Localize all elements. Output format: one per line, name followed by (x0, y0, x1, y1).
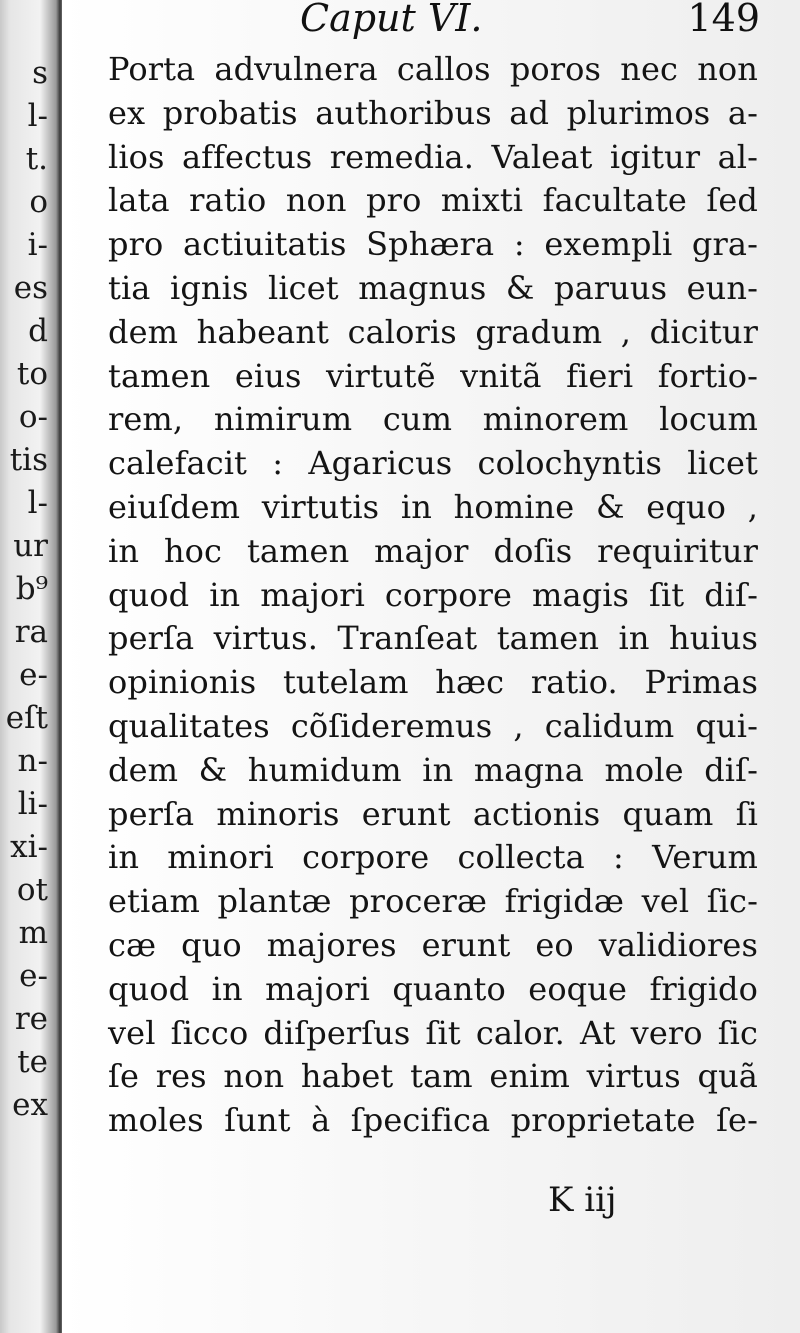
fragment-line: ra (14, 614, 48, 650)
fragment-line: l- (27, 98, 48, 134)
fragment-line: o (29, 184, 48, 220)
fragment-line: ex (12, 1087, 48, 1123)
text-line: opinionis tutelam hæc ratio. Primas (108, 663, 758, 702)
text-line: etiam plantæ proceræ frigidæ vel ſic- (108, 882, 758, 921)
text-line: ex probatis authoribus ad plurimos a- (108, 93, 758, 132)
fragment-line: ot (16, 872, 48, 908)
text-line: pro actiuitatis Sphæra : exempli gra- (108, 225, 758, 264)
fragment-line: i- (27, 227, 48, 263)
text-line: lata ratio non pro mixti facultate ſed (108, 181, 758, 220)
fragment-line: t. (25, 141, 48, 177)
fragment-line: e- (19, 958, 48, 994)
text-line: Porta advulnera callos poros nec non (108, 50, 758, 88)
text-line: dem & humidum in magna mole diſ- (108, 750, 758, 789)
fragment-line: e- (19, 657, 48, 693)
text-line: quod in majori quanto eoque frigido (108, 969, 758, 1008)
text-line: quod in majori corpore magis ſit diſ- (108, 575, 758, 614)
fragment-line: l- (27, 485, 48, 521)
fragment-line: tis (9, 442, 48, 478)
text-line: in hoc tamen major doſis requiritur (108, 531, 758, 570)
fragment-line: li- (17, 786, 48, 822)
running-head: Caput VI. (300, 0, 483, 40)
text-line: moles ſunt à ſpecifica proprietate ſe- (108, 1101, 758, 1140)
text-line: cæ quo majores erunt eo validiores (108, 925, 758, 964)
page-header (300, 0, 760, 42)
body-text (108, 48, 758, 1143)
text-line: perſa minoris erunt actionis quam ſi (108, 794, 758, 833)
text-line: rem, nimirum cum minorem locum (108, 400, 758, 439)
fragment-line: re (14, 1001, 48, 1037)
text-line: lios affectus remedia. Valeat igitur al- (108, 137, 758, 176)
fragment-line: te (17, 1044, 48, 1080)
text-line: in minori corpore collecta : Verum (108, 838, 758, 877)
fragment-line: es (13, 270, 48, 306)
text-line: qualitates cõſideremus , calidum qui- (108, 706, 758, 745)
signature-mark: K iij (548, 1180, 617, 1220)
text-line: tamen eius virtutẽ vnitã fieri fortio- (108, 356, 758, 395)
text-line: dem habeant caloris gradum , dicitur (108, 312, 758, 351)
fragment-line: xi- (10, 829, 48, 865)
page-number: 149 (687, 0, 760, 40)
text-line: perſa virtus. Tranſeat tamen in huius (108, 619, 758, 658)
text-line: tia ignis licet magnus & paruus eun- (108, 268, 758, 307)
text-line: ſe res non habet tam enim virtus quã (108, 1057, 758, 1096)
text-line: eiuſdem virtutis in homine & equo , (108, 487, 758, 526)
fragment-line: ur (13, 528, 48, 564)
fragment-line: m (18, 915, 48, 951)
fragment-line: b⁹ (15, 571, 48, 607)
fragment-line: eſt (5, 700, 48, 736)
text-line: vel ſicco diſperſus ſit calor. At vero ſic (108, 1013, 758, 1052)
fragment-line: d (28, 313, 48, 349)
fragment-line: o- (18, 399, 48, 435)
fragment-line: s (32, 55, 48, 91)
text-line: calefacit : Agaricus colochyntis licet (108, 444, 758, 483)
fragment-line: to (16, 356, 48, 392)
facing-page-fragments (0, 52, 48, 1127)
fragment-line: n- (17, 743, 48, 779)
